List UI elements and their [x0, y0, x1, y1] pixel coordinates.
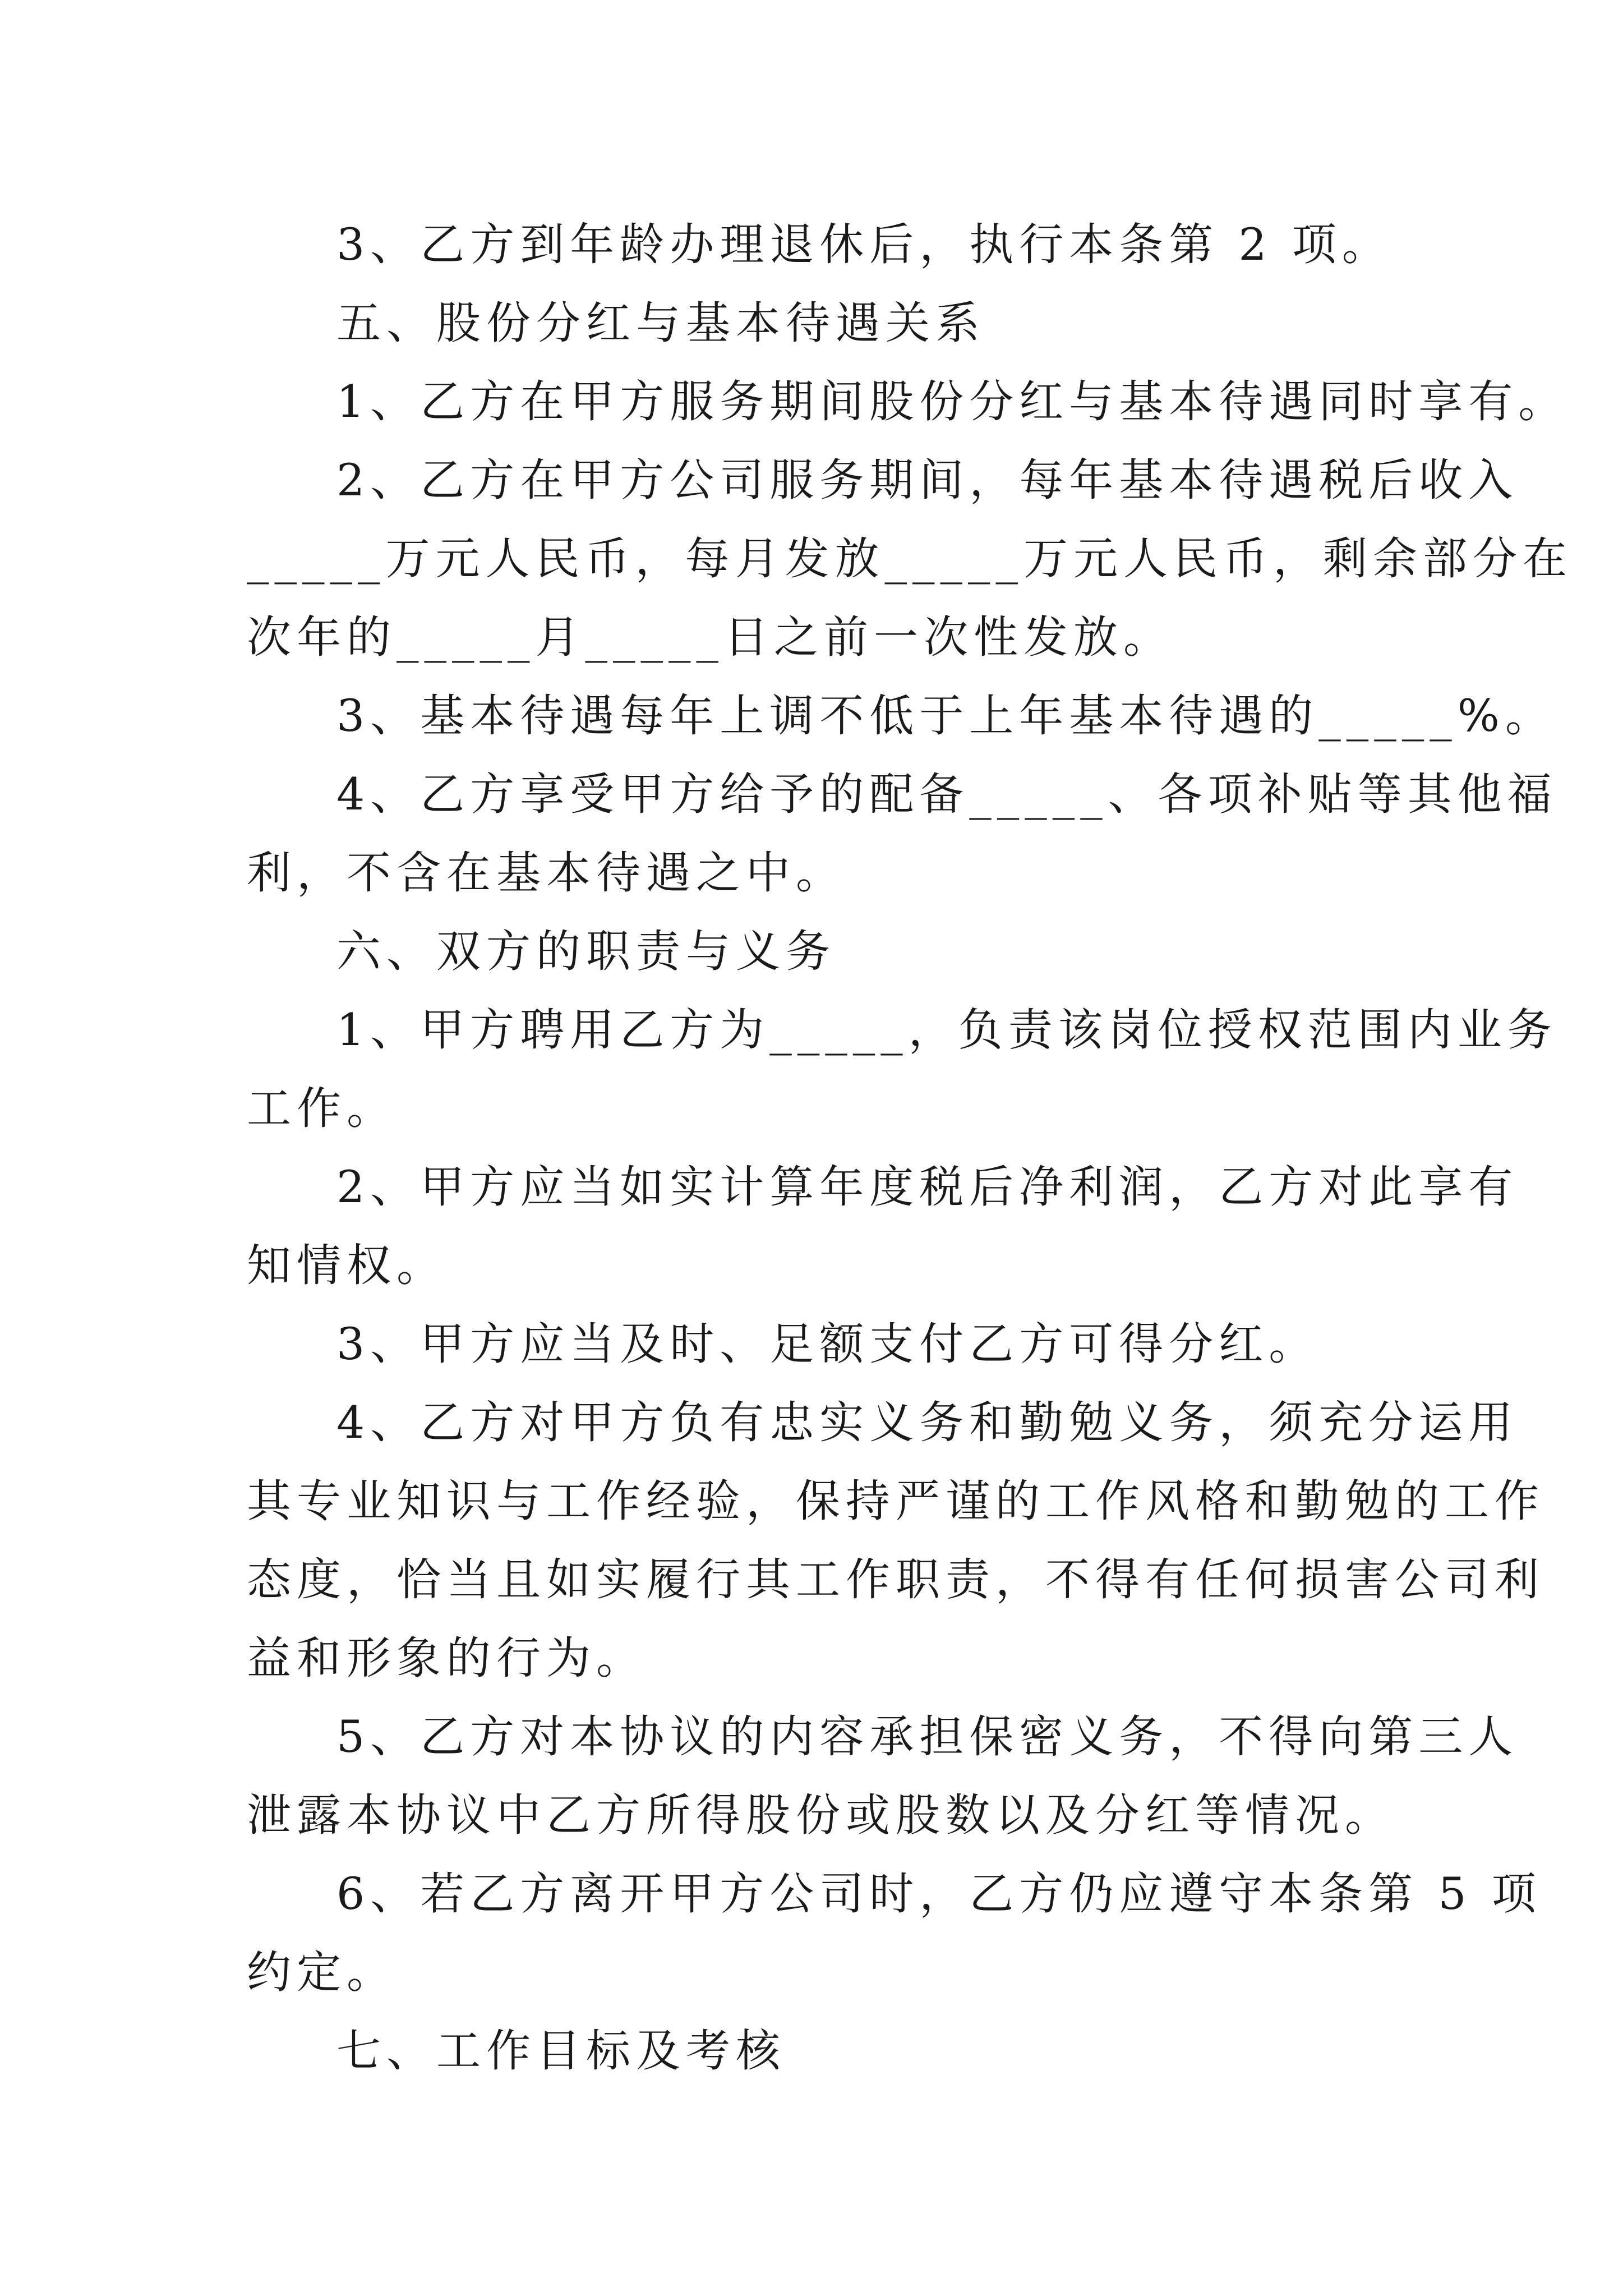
text-line: 工作。: [247, 1083, 396, 1134]
text-line: 态度，恰当且如实履行其工作职责，不得有任何损害公司利: [247, 1554, 1544, 1605]
text-line: 3、基本待遇每年上调不低于上年基本待遇的_____%。: [336, 690, 1555, 742]
text-line: 4、乙方对甲方负有忠实义务和勤勉义务，须充分运用: [336, 1397, 1519, 1448]
text-line: 1、甲方聘用乙方为_____，负责该岗位授权范围内业务: [336, 1004, 1557, 1056]
text-line: 4、乙方享受甲方给予的配备_____、各项补贴等其他福: [336, 769, 1557, 820]
text-line: 约定。: [247, 1947, 396, 1998]
text-line: 1、乙方在甲方服务期间股份分红与基本待遇同时享有。: [336, 376, 1569, 427]
text-line: 3、乙方到年龄办理退休后，执行本条第 2 项。: [336, 219, 1392, 270]
text-line: 其专业知识与工作经验，保持严谨的工作风格和勤勉的工作: [247, 1475, 1544, 1527]
text-line: 5、乙方对本协议的内容承担保密义务，不得向第三人: [336, 1711, 1519, 1763]
text-line: 益和形象的行为。: [247, 1632, 646, 1684]
text-line: 2、甲方应当如实计算年度税后净利润，乙方对此享有: [336, 1161, 1519, 1213]
section-heading: 七、工作目标及考核: [336, 2025, 786, 2077]
text-line: 次年的_____月_____日之前一次性发放。: [247, 611, 1173, 663]
text-line: 6、若乙方离开甲方公司时，乙方仍应遵守本条第 5 项: [336, 1868, 1542, 1920]
section-heading: 五、股份分红与基本待遇关系: [336, 297, 985, 349]
text-line: 3、甲方应当及时、足额支付乙方可得分红。: [336, 1318, 1319, 1370]
text-line: 知情权。: [247, 1240, 446, 1291]
section-heading: 六、双方的职责与义务: [336, 926, 836, 977]
text-line: _____万元人民币，每月发放_____万元人民币，剩余部分在: [247, 533, 1573, 585]
text-line: 利，不含在基本待遇之中。: [247, 847, 846, 899]
text-line: 2、乙方在甲方公司服务期间，每年基本待遇税后收入: [336, 454, 1519, 506]
text-line: 泄露本协议中乙方所得股份或股数以及分红等情况。: [247, 1789, 1395, 1841]
